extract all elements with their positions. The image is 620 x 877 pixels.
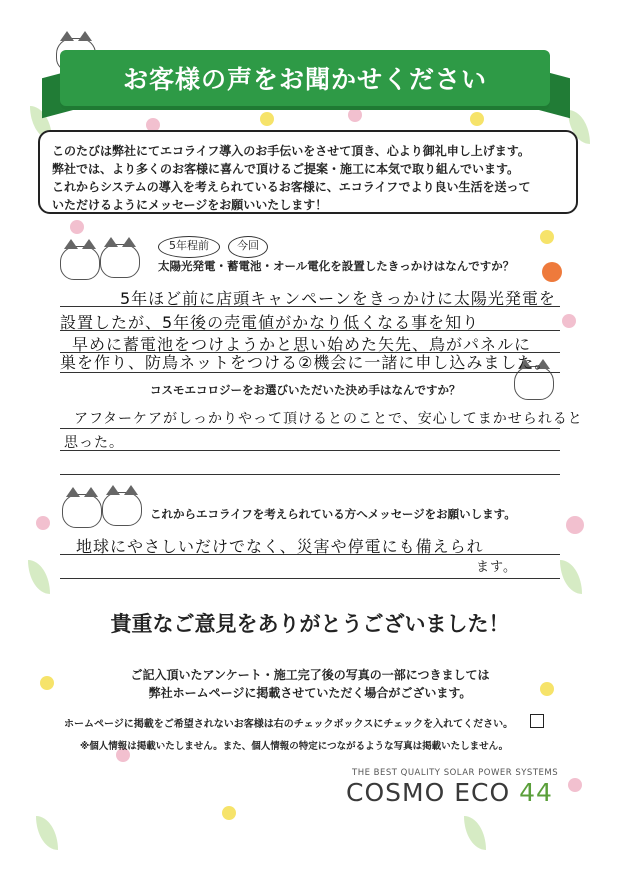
answer-2-line: アフターケアがしっかりやって頂けるとのことで、安心してまかせられると (74, 411, 583, 427)
flower-icon (540, 230, 554, 244)
answer-3-line: 地球にやさしいだけでなく、災害や停電にも備えられ (76, 537, 484, 556)
logo-tagline: THE BEST QUALITY SOLAR POWER SYSTEMS (352, 768, 559, 778)
intro-line: いただけるようにメッセージをお願いいたします！ (52, 198, 328, 212)
company-logo (346, 778, 553, 807)
checkbox-label: ホームページに掲載をご希望されないお客様は右のチェックボックスにチェックを入れてください。 (64, 719, 514, 730)
question-2: コスモエコロジーをお選びいただいた決め手はなんですか？ (150, 383, 461, 397)
flower-icon (566, 516, 584, 534)
flower-icon (70, 220, 84, 234)
flower-icon (36, 516, 50, 530)
cat-illustration-q1-right (100, 244, 140, 278)
publication-notice-line2: 弊社ホームページに掲載させていただく場合がございます。 (148, 686, 472, 700)
privacy-note: ※個人情報は掲載いたしません。また、個人情報の特定につながるような写真は掲載いたしません。 (80, 741, 509, 752)
answer-rule (60, 554, 560, 555)
flower-icon (260, 112, 274, 126)
answer-rule (60, 428, 560, 429)
leaf-icon (560, 560, 582, 594)
answer-rule (60, 474, 560, 475)
answer-1-line: 5年ほど前に店頭キャンペーンをきっかけに太陽光発電を (120, 289, 556, 308)
opt-out-checkbox[interactable] (530, 714, 544, 728)
answer-rule (60, 578, 560, 579)
answer-3-line: ます。 (476, 560, 517, 575)
leaf-icon (464, 816, 486, 850)
answer-rule (60, 330, 560, 331)
leaf-icon (36, 816, 58, 850)
cat-illustration-q3-right (102, 492, 142, 526)
flower-icon (562, 314, 576, 328)
page-title: お客様の声をお聞かせください (122, 65, 487, 94)
answer-1-line: 早めに蓄電池をつけようかと思い始めた矢先、鳥がパネルに (72, 335, 532, 354)
answer-2-line: 思った。 (64, 435, 124, 451)
leaf-icon (28, 560, 50, 594)
intro-line: これからシステムの導入を考えられているお客様に、エコライフでより良い生活を送って (52, 180, 531, 194)
logo-name: COSMO ECO (346, 778, 511, 807)
handwritten-note-5years: 5年程前 (158, 236, 220, 258)
flower-icon (470, 112, 484, 126)
flower-icon (568, 778, 582, 792)
answer-rule (60, 450, 560, 451)
logo-number: 44 (519, 778, 553, 807)
flower-icon (222, 806, 236, 820)
flower-icon (542, 262, 562, 282)
cat-illustration-q1-left (60, 246, 100, 280)
answer-1-line: 設置したが、5年後の売電値がかなり低くなる事を知り (60, 313, 480, 332)
intro-line: 弊社では、より多くのお客様に喜んで頂けるご提案・施工に本気で取り組んでいます。 (52, 162, 520, 176)
flower-icon (348, 108, 362, 122)
answer-1-line: 巣を作り、防鳥ネットをつける②機会に一諸に申し込みました。 (60, 353, 552, 372)
publication-notice-line1: ご記入頂いたアンケート・施工完了後の写真の一部につきましては (130, 668, 490, 682)
answer-rule (60, 306, 560, 307)
intro-box (38, 130, 578, 214)
handwritten-note-this-time: 今回 (228, 236, 268, 258)
intro-line: このたびは弊社にてエコライフ導入のお手伝いをさせて頂き、心より御礼申し上げます。 (52, 144, 530, 158)
question-1: 太陽光発電・蓄電池・オール電化を設置したきっかけはなんですか？ (158, 259, 515, 273)
thanks-message: 貴重なご意見をありがとうございました！ (110, 612, 510, 636)
cat-illustration-q3-left (62, 494, 102, 528)
answer-rule (60, 372, 560, 373)
question-3: これからエコライフを考えられている方へメッセージをお願いします。 (150, 507, 516, 521)
